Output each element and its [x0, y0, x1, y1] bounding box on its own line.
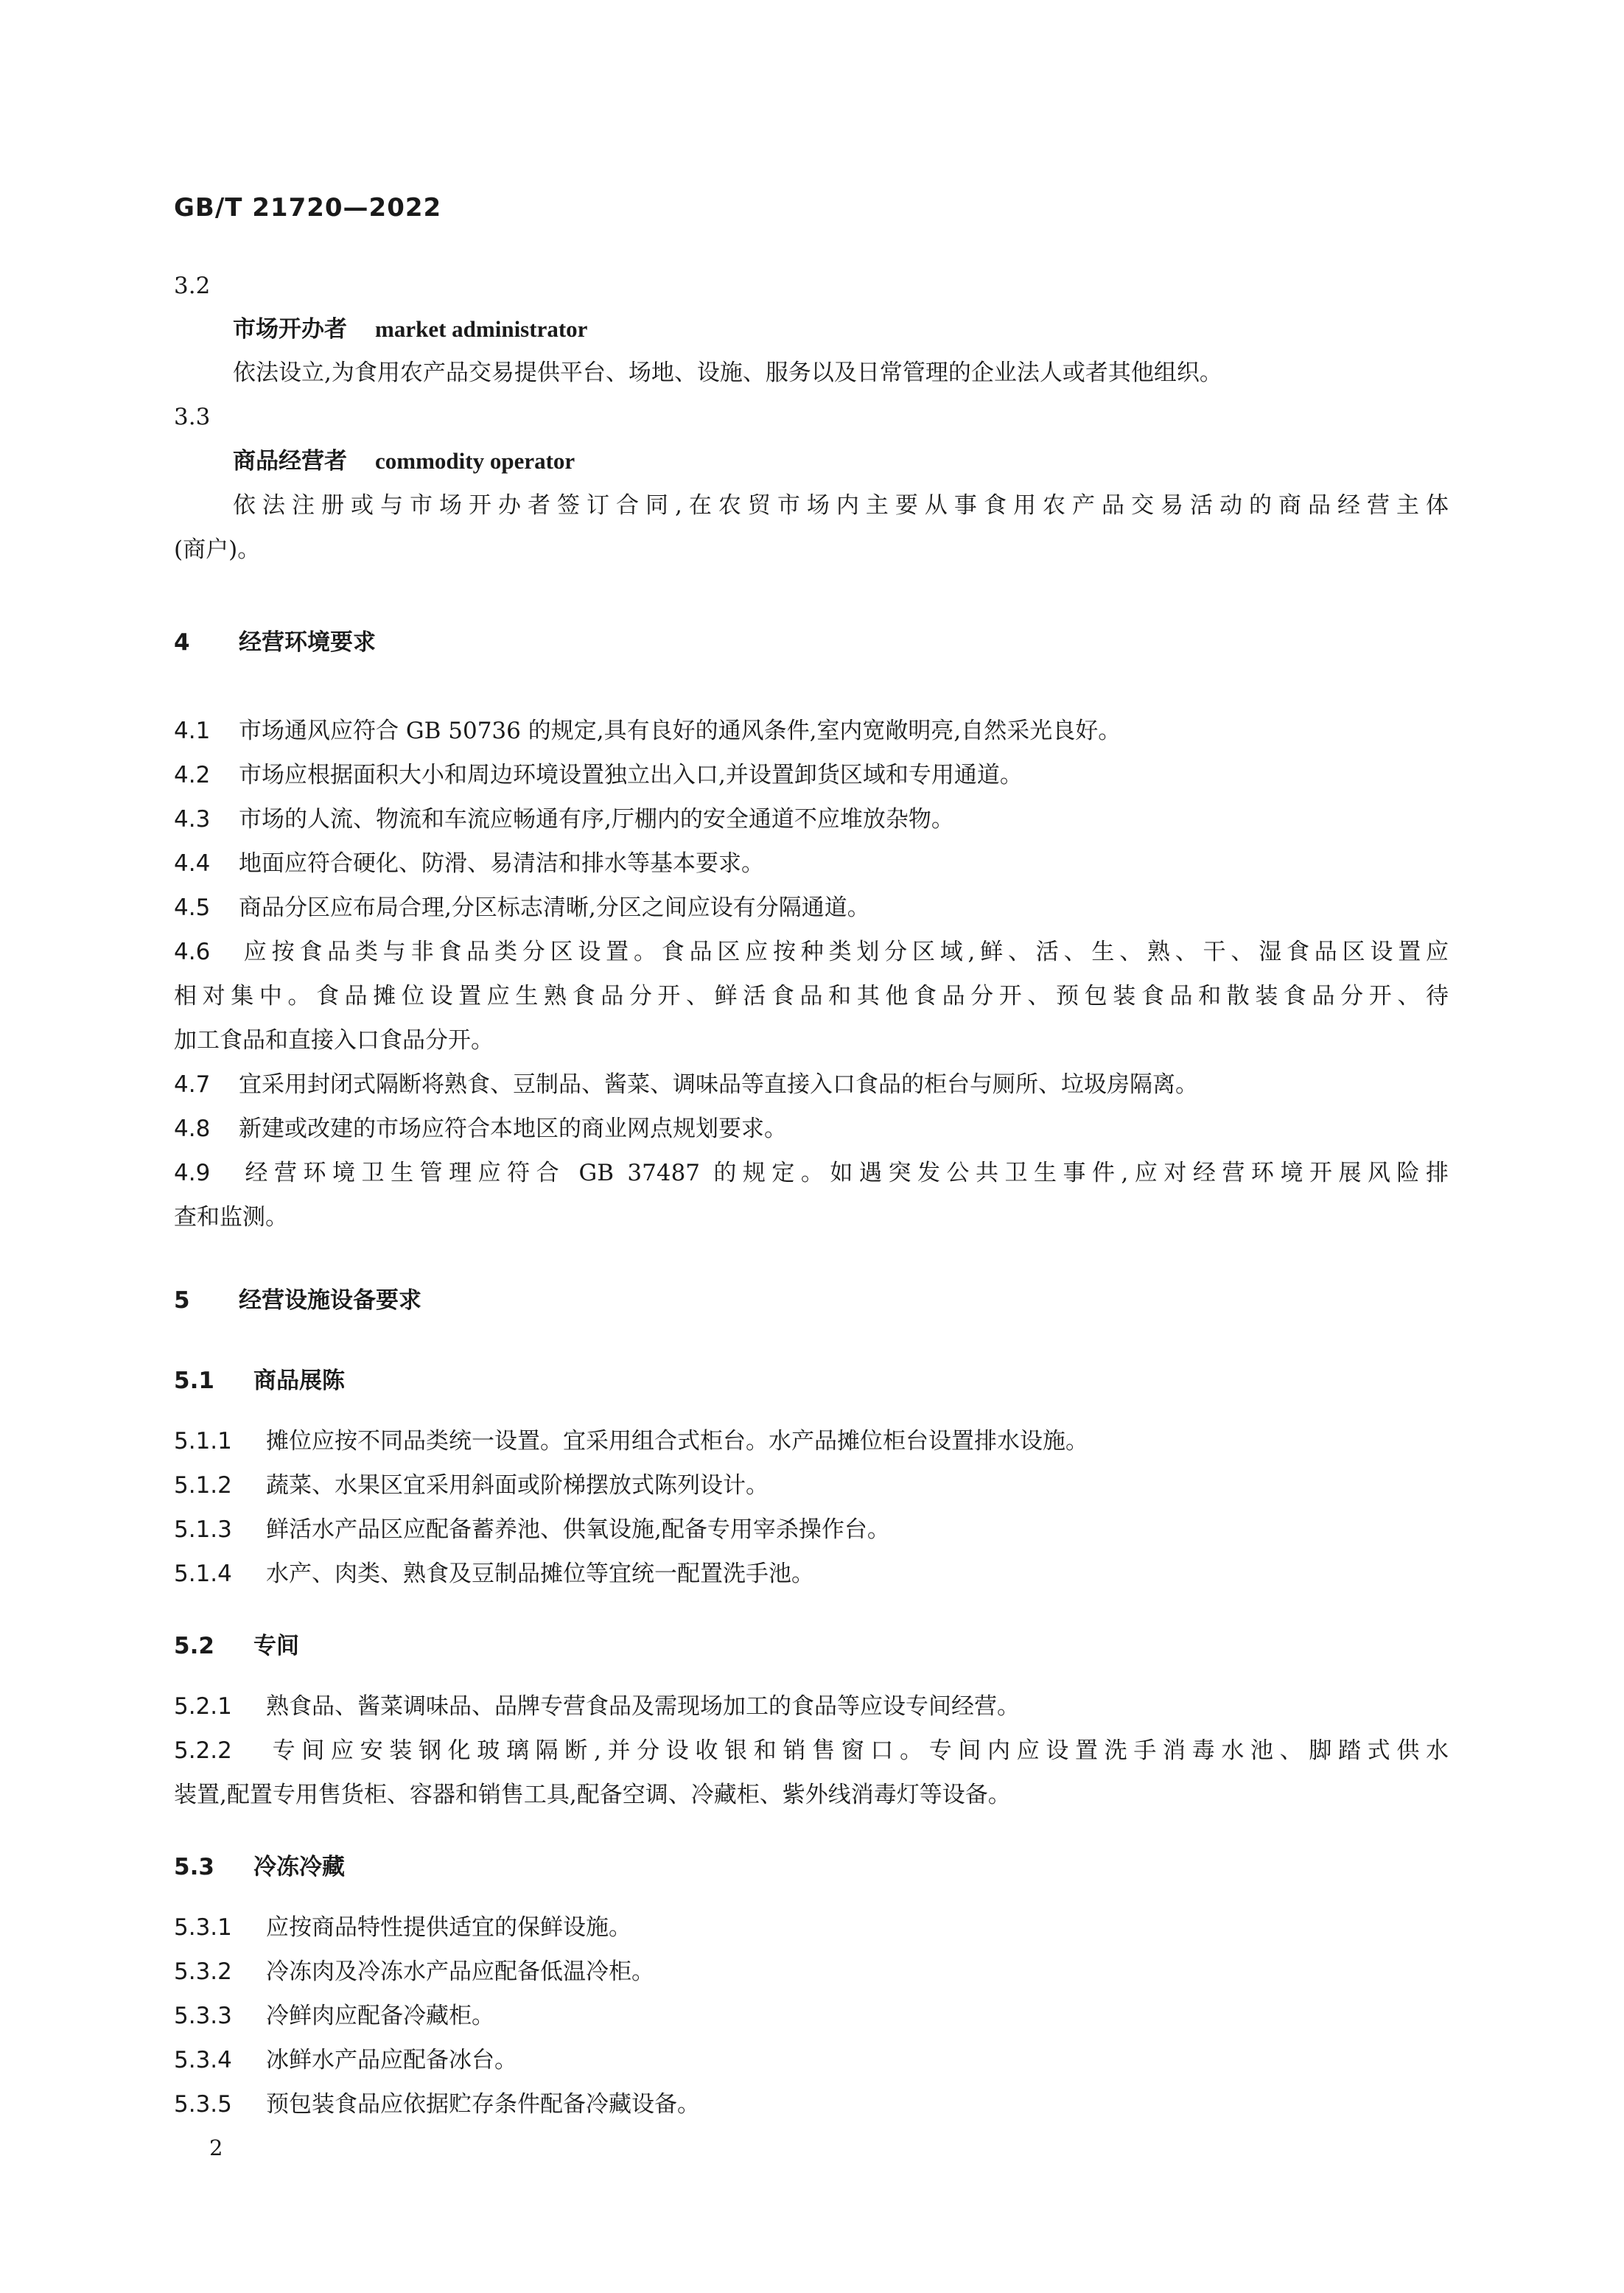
- term-english: market administrator: [375, 316, 588, 342]
- standard-code-header: GB/T 21720—2022: [174, 193, 442, 223]
- clause-item: 5.1.1 摊位应按不同品类统一设置。宜采用组合式柜台。水产品摊位柜台设置排水设施。: [174, 1428, 1088, 1454]
- clause-item: 5.3.1 应按商品特性提供适宜的保鲜设施。: [174, 1914, 631, 1941]
- clause-item: 5.2.1 熟食品、酱菜调味品、品牌专营食品及需现场加工的食品等应设专间经营。: [174, 1693, 1020, 1720]
- clause-item-continued: 加工食品和直接入口食品分开。: [174, 1027, 494, 1054]
- clause-item: 4.9 经营环境卫生管理应符合 GB 37487 的规定。如遇突发公共卫生事件,应对经营环境开展风险排: [174, 1160, 1449, 1186]
- term-entry: [174, 315, 1449, 344]
- clause-item: 4.5 商品分区应布局合理,分区标志清晰,分区之间应设有分隔通道。: [174, 895, 870, 921]
- clause-item: 5.3.4 冰鲜水产品应配备冰台。: [174, 2047, 517, 2073]
- clause-item: 4.1 市场通风应符合 GB 50736 的规定,具有良好的通风条件,室内宽敞明亮,自然采光良好。: [174, 718, 1121, 744]
- term-definition: 依法设立,为食用农产品交易提供平台、场地、设施、服务以及日常管理的企业法人或者其他组织。: [233, 360, 1222, 386]
- clause-item: 5.3.5 预包装食品应依据贮存条件配备冷藏设备。: [174, 2091, 700, 2118]
- clause-item-continued: 查和监测。: [174, 1204, 288, 1230]
- clause-item: 5.1.2 蔬菜、水果区宜采用斜面或阶梯摆放式陈列设计。: [174, 1472, 769, 1499]
- clause-item: 5.1.3 鲜活水产品区应配备蓄养池、供氧设施,配备专用宰杀操作台。: [174, 1516, 890, 1543]
- term-chinese: 市场开办者: [233, 316, 347, 343]
- clause-item: 5.1.4 水产、肉类、熟食及豆制品摊位等宜统一配置洗手池。: [174, 1561, 814, 1587]
- section-title: 经营环境要求: [239, 629, 376, 656]
- clause-item-continued: 相对集中。食品摊位设置应生熟食品分开、鲜活食品和其他食品分开、预包装食品和散装食品分开、待: [174, 983, 1449, 1009]
- term-definition: 依法注册或与市场开办者签订合同,在农贸市场内主要从事食用农产品交易活动的商品经营主体: [233, 492, 1449, 519]
- section-number: 4: [174, 629, 190, 656]
- clause-item: 4.4 地面应符合硬化、防滑、易清洁和排水等基本要求。: [174, 850, 764, 877]
- clause-item: 5.2.2 专间应安装钢化玻璃隔断,并分设收银和销售窗口。专间内应设置洗手消毒水池、脚踏式供水: [174, 1737, 1449, 1764]
- clause-number: 3.2: [174, 273, 211, 299]
- clause-item-continued: 装置,配置专用售货柜、容器和销售工具,配备空调、冷藏柜、紫外线消毒灯等设备。: [174, 1782, 1011, 1808]
- section-heading: [174, 1286, 1449, 1315]
- subsection-heading: 5.3 冷冻冷藏: [174, 1854, 345, 1880]
- clause-item: 5.3.3 冷鲜肉应配备冷藏柜。: [174, 2003, 494, 2029]
- term-chinese: 商品经营者: [233, 448, 347, 475]
- clause-item: 4.7 宜采用封闭式隔断将熟食、豆制品、酱菜、调味品等直接入口食品的柜台与厕所、垃圾房隔离。: [174, 1071, 1198, 1098]
- clause-item: 4.6 应按食品类与非食品类分区设置。食品区应按种类划分区域,鲜、活、生、熟、干、湿食品区设置应: [174, 939, 1449, 965]
- term-english: commodity operator: [375, 448, 575, 474]
- subsection-heading: 5.2 专间: [174, 1633, 299, 1659]
- subsection-heading: 5.1 商品展陈: [174, 1368, 345, 1394]
- clause-item: 5.3.2 冷冻肉及冷冻水产品应配备低温冷柜。: [174, 1958, 654, 1985]
- section-heading: [174, 628, 1449, 657]
- section-title: 经营设施设备要求: [239, 1287, 421, 1314]
- clause-number: 3.3: [174, 404, 211, 430]
- clause-item: 4.2 市场应根据面积大小和周边环境设置独立出入口,并设置卸货区域和专用通道。: [174, 762, 1023, 788]
- page-number: 2: [209, 2135, 223, 2160]
- clause-item: 4.3 市场的人流、物流和车流应畅通有序,厅棚内的安全通道不应堆放杂物。: [174, 806, 954, 833]
- clause-item: 4.8 新建或改建的市场应符合本地区的商业网点规划要求。: [174, 1116, 787, 1142]
- term-definition-continued: (商户)。: [174, 536, 261, 563]
- term-entry: [174, 447, 1449, 476]
- section-number: 5: [174, 1287, 190, 1314]
